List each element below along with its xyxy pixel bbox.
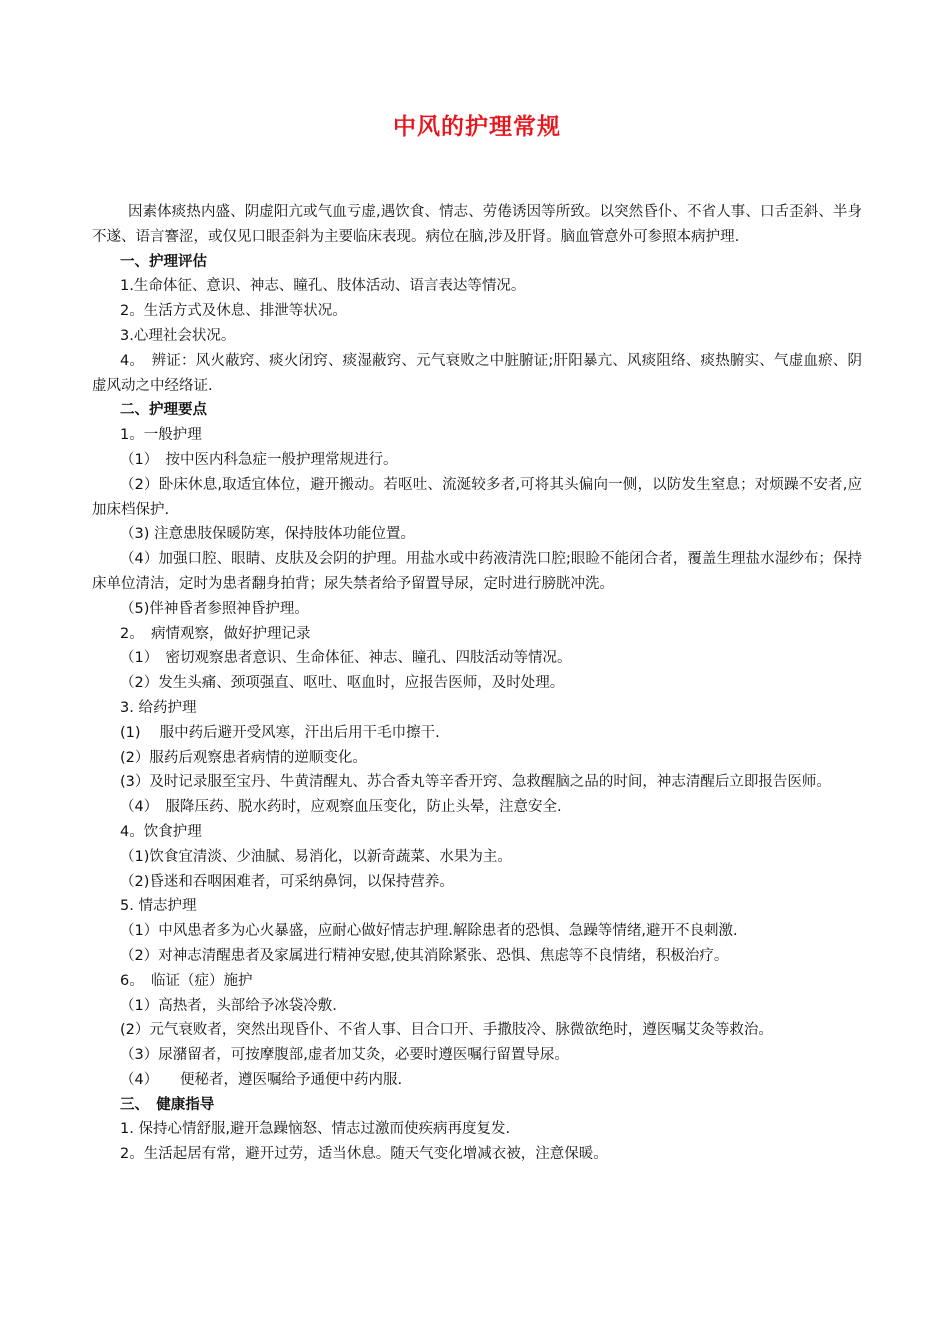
key-point-item: 4。饮食护理 (120, 823, 202, 840)
key-point-item: （3) 注意患肢保暖防寒，保持肢体功能位置。 (120, 526, 415, 543)
key-point-item: （1）高热者，头部给予冰袋冷敷. (120, 997, 337, 1014)
key-point-item: （4） 便秘者，遵医嘱给予通便中药内服. (120, 1071, 403, 1088)
key-point-item: （1） 密切观察患者意识、生命体征、神志、瞳孔、四肢活动等情况。 (120, 650, 572, 667)
section-heading-assessment: 一、护理评估 (120, 253, 207, 270)
assessment-item: 2。生活方式及休息、排泄等状况。 (120, 303, 347, 320)
assessment-item: 1.生命体征、意识、神志、瞳孔、肢体活动、语言表达等情况。 (120, 278, 526, 295)
assessment-item: 3.心理社会状况。 (120, 327, 236, 344)
document-title: 中风的护理常规 (393, 114, 561, 140)
key-point-item: (1) 服中药后避开受风寒，汗出后用干毛巾擦干. (120, 724, 440, 741)
key-point-item: 3. 给药护理 (120, 699, 197, 716)
section-heading-key-points: 二、护理要点 (120, 402, 207, 419)
guidance-item: 1. 保持心情舒服,避开急躁恼怒、情志过激而使疾病再度复发. (120, 1121, 511, 1138)
section-heading-health-guidance: 三、 健康指导 (120, 1096, 215, 1113)
key-points-list (92, 423, 862, 1093)
intro-paragraph: 因素体痰热内盛、阴虚阳亢或气血亏虚,遇饮食、情志、劳倦诱因等所致。以突然昏仆、不省人事、口舌歪斜、半身不遂、语言謇涩，或仅见口眼歪斜为主要临床表现。病位在脑,涉及肝肾。脑血管意外可参照本病护理. (92, 204, 862, 245)
key-point-item: (2）服药后观察患者病情的逆顺变化。 (120, 749, 367, 766)
key-point-item: 5. 情志护理 (120, 898, 197, 915)
key-point-item: （5)伴神昏者参照神昏护理。 (120, 600, 309, 617)
assessment-item: 4。 辨证：风火蔽窍、痰火闭窍、痰湿蔽窍、元气衰败之中脏腑证;肝阳暴亢、风痰阻络、痰热腑实、气虚血瘀、阴虚风动之中经络证. (92, 352, 862, 394)
document-body (92, 200, 862, 1167)
key-point-item: 2。 病情观察，做好护理记录 (120, 625, 311, 642)
key-point-item: （2）卧床休息,取适宜体位，避开搬动。若呕吐、流涎较多者,可将其头偏向一侧，以防发生窒息；对烦躁不安者,应加床档保护. (92, 476, 862, 518)
key-point-item: （2）对神志清醒患者及家属进行精神安慰,使其消除紧张、恐惧、焦虑等不良情绪，积极治疗。 (120, 947, 729, 964)
key-point-item: （2)昏迷和吞咽困难者，可采纳鼻饲，以保持营养。 (120, 873, 454, 890)
key-point-item: （1)饮食宜清淡、少油腻、易消化，以新奇蔬菜、水果为主。 (120, 848, 512, 865)
key-point-item: （1） 按中医内科急症一般护理常规进行。 (120, 451, 398, 468)
key-point-item: (3）及时记录服至宝丹、牛黄清醒丸、苏合香丸等辛香开窍、急救醒脑之品的时间，神志清醒后立即报告医师。 (120, 774, 831, 791)
key-point-item: 1。一般护理 (120, 427, 202, 444)
key-point-item: （3）尿潴留者，可按摩腹部,虚者加艾灸，必要时遵医嘱行留置导尿。 (120, 1047, 569, 1064)
key-point-item: （1）中风患者多为心火暴盛，应耐心做好情志护理.解除患者的恐惧、急躁等情绪,避开不良刺激. (120, 923, 738, 940)
key-point-item: 6。 临证（症）施护 (120, 972, 253, 989)
key-point-item: （4）加强口腔、眼睛、皮肤及会阴的护理。用盐水或中药液清洗口腔;眼睑不能闭合者，覆盖生理盐水湿纱布；保持床单位清洁，定时为患者翻身拍背；尿失禁者给予留置导尿，定时进行膀胱冲洗。 (92, 551, 862, 592)
guidance-item: 2。生活起居有常，避开过劳，适当休息。随天气变化增减衣被，注意保暖。 (120, 1146, 608, 1163)
key-point-item: （4） 服降压药、脱水药时，应观察血压变化，防止头晕，注意安全. (120, 799, 562, 816)
key-point-item: (2）元气衰败者，突然出现昏仆、不省人事、目合口开、手撒肢冷、脉微欲绝时，遵医嘱艾灸等救治。 (120, 1022, 773, 1039)
key-point-item: （2）发生头痛、颈项强直、呕吐、呕血时，应报告医师，及时处理。 (120, 675, 565, 692)
